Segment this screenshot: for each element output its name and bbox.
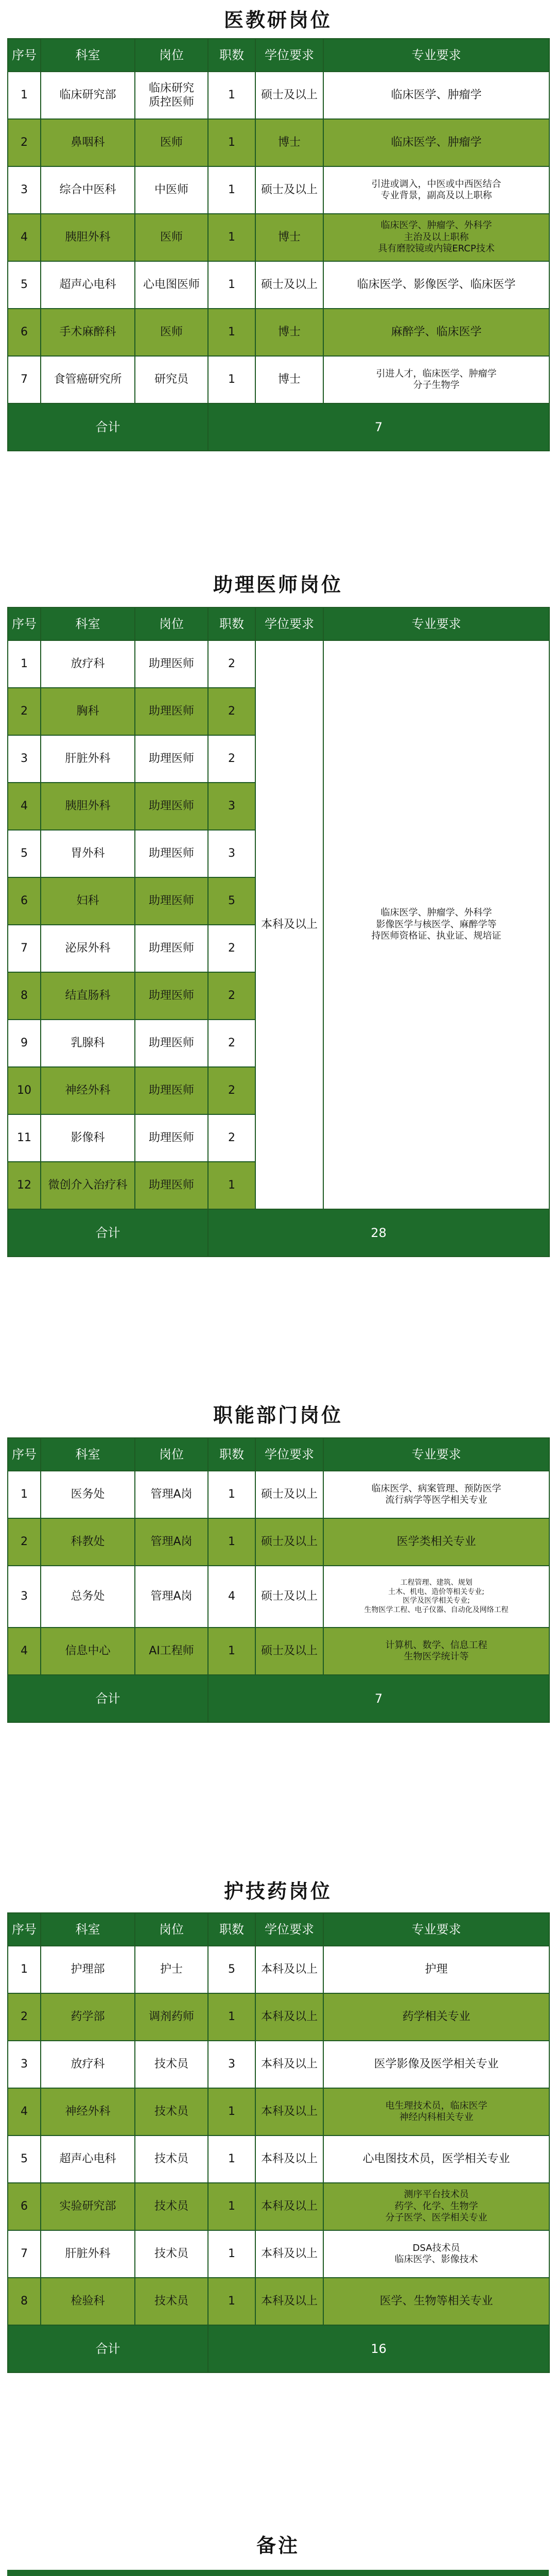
table-cell: 本科及以上 (255, 2041, 323, 2088)
table-cell: 助理医师 (135, 688, 208, 735)
table-cell: 手术麻醉科 (41, 309, 135, 356)
table-cell: 2 (208, 1067, 255, 1114)
column-header: 学位要求 (255, 39, 323, 72)
table-cell: 1 (208, 2230, 255, 2278)
table-cell: 神经外科 (41, 2088, 135, 2136)
column-header: 序号 (8, 1438, 41, 1471)
table-cell: 信息中心 (41, 1628, 135, 1675)
table-row (8, 2278, 549, 2325)
functional-table (7, 1437, 550, 1723)
table-cell: 7 (8, 2230, 41, 2278)
table-cell: 本科及以上 (255, 640, 323, 1209)
table-cell: 5 (208, 1946, 255, 1993)
table-cell: 总务处 (41, 1566, 135, 1628)
table-cell: 4 (8, 783, 41, 830)
table-cell: 1 (208, 2183, 255, 2230)
table-cell: 结直肠科 (41, 972, 135, 1020)
table-cell: 2 (208, 925, 255, 972)
table-cell: 9 (8, 1020, 41, 1067)
table-cell: 本科及以上 (255, 2183, 323, 2230)
table-cell: 乳腺科 (41, 1020, 135, 1067)
column-header: 专业要求 (323, 1913, 549, 1946)
table-cell: 胰胆外科 (41, 214, 135, 261)
table-cell: 护理 (323, 1946, 549, 1993)
column-header: 岗位 (135, 607, 208, 640)
table-cell: 护理部 (41, 1946, 135, 1993)
column-header: 专业要求 (323, 39, 549, 72)
table-cell: 心电图技术员，医学相关专业 (323, 2136, 549, 2183)
table-cell: 硕士及以上 (255, 166, 323, 214)
table-cell: 6 (8, 2183, 41, 2230)
table-row (8, 119, 549, 166)
total-value: 7 (208, 1675, 549, 1722)
column-header: 岗位 (135, 1913, 208, 1946)
table-cell: 2 (8, 119, 41, 166)
table-cell: 泌尿外科 (41, 925, 135, 972)
total-label: 合计 (8, 403, 208, 451)
table-cell: 本科及以上 (255, 2230, 323, 2278)
table-cell: 本科及以上 (255, 2278, 323, 2325)
table-row (8, 356, 549, 403)
table-cell: 胃外科 (41, 830, 135, 877)
research-table (7, 38, 550, 451)
table-cell: 2 (8, 1993, 41, 2041)
table-cell: 1 (208, 166, 255, 214)
total-label: 合计 (8, 1209, 208, 1257)
table-cell: 心电图医师 (135, 261, 208, 309)
total-row (8, 1209, 549, 1257)
table-cell: 医学、生物等相关专业 (323, 2278, 549, 2325)
table-cell: 引进或调入，中医或中西医结合 专业背景，副高及以上职称 (323, 166, 549, 214)
table-cell: 引进人才，临床医学、肿瘤学 分子生物学 (323, 356, 549, 403)
research-section-title: 医教研岗位 (223, 8, 332, 31)
research-header-row (8, 39, 549, 72)
table-cell: 药学部 (41, 1993, 135, 2041)
table-cell: 临床医学、肿瘤学 (323, 72, 549, 119)
table-cell: 综合中医科 (41, 166, 135, 214)
column-header: 职数 (208, 39, 255, 72)
table-cell: 硕士及以上 (255, 1566, 323, 1628)
total-value: 28 (208, 1209, 549, 1257)
table-cell: 技术员 (135, 2136, 208, 2183)
table-cell: 2 (208, 688, 255, 735)
table-cell: 科教处 (41, 1518, 135, 1566)
table-cell: 技术员 (135, 2088, 208, 2136)
table-cell: 1 (208, 261, 255, 309)
total-row (8, 2325, 549, 2372)
table-cell: 本科及以上 (255, 1946, 323, 1993)
table-cell: 2 (208, 640, 255, 688)
total-label: 合计 (8, 2325, 208, 2372)
table-row (8, 2088, 549, 2136)
table-row (8, 2041, 549, 2088)
table-cell: 2 (208, 972, 255, 1020)
table-cell: 3 (208, 783, 255, 830)
table-cell: 医学类相关专业 (323, 1518, 549, 1566)
table-cell: 1 (208, 1628, 255, 1675)
table-cell: 2 (208, 735, 255, 783)
total-label: 合计 (8, 1675, 208, 1722)
table-cell: 肝脏外科 (41, 2230, 135, 2278)
total-row (8, 1675, 549, 1722)
column-header: 科室 (41, 607, 135, 640)
table-cell: 1 (208, 1162, 255, 1209)
functional-header-row (8, 1438, 549, 1471)
column-header: 岗位 (135, 1438, 208, 1471)
nursing-table (7, 1912, 550, 2373)
column-header: 科室 (41, 1913, 135, 1946)
table-cell: 技术员 (135, 2230, 208, 2278)
column-header: 岗位 (135, 39, 208, 72)
table-cell: 临床医学、肿瘤学、外科学 影像医学与核医学、麻醉学等 持医师资格证、执业证、规培证 (323, 640, 549, 1209)
column-header: 职数 (208, 1913, 255, 1946)
table-row (8, 1628, 549, 1675)
table-cell: 2 (208, 1114, 255, 1162)
column-header: 职数 (208, 607, 255, 640)
table-cell: 3 (8, 2041, 41, 2088)
table-cell: 管理A岗 (135, 1518, 208, 1566)
table-cell: 1 (208, 1471, 255, 1518)
column-header: 学位要求 (255, 1913, 323, 1946)
table-cell: 医师 (135, 214, 208, 261)
table-cell: 助理医师 (135, 925, 208, 972)
table-cell: 本科及以上 (255, 2136, 323, 2183)
table-row (8, 72, 549, 119)
table-cell: 本科及以上 (255, 2088, 323, 2136)
table-cell: 1 (208, 214, 255, 261)
table-cell: 1 (208, 2136, 255, 2183)
table-cell: 调剂药师 (135, 1993, 208, 2041)
table-row (8, 1946, 549, 1993)
table-cell: 博士 (255, 214, 323, 261)
table-cell: 4 (8, 1628, 41, 1675)
table-cell: 1 (208, 1518, 255, 1566)
table-cell: 医师 (135, 309, 208, 356)
table-cell: 微创介入治疗科 (41, 1162, 135, 1209)
column-header: 科室 (41, 1438, 135, 1471)
table-cell: 本科及以上 (255, 1993, 323, 2041)
table-cell: 医学影像及医学相关专业 (323, 2041, 549, 2088)
table-cell: 检验科 (41, 2278, 135, 2325)
table-row (8, 2230, 549, 2278)
column-header: 序号 (8, 39, 41, 72)
table-row (8, 309, 549, 356)
table-cell: 1 (208, 2278, 255, 2325)
table-cell: 4 (8, 214, 41, 261)
table-cell: DSA技术员 临床医学、影像技术 (323, 2230, 549, 2278)
table-cell: 管理A岗 (135, 1566, 208, 1628)
total-row (8, 403, 549, 451)
table-cell: 1 (208, 2088, 255, 2136)
table-cell: 中医师 (135, 166, 208, 214)
table-cell: 工程管理、建筑、规划 土木、机电、造价等相关专业; 医学及医学相关专业; 生物医学工程、电子仪器、自动化及网络工程 (323, 1566, 549, 1628)
table-cell: 测序平台技术员 药学、化学、生物学 分子医学、医学相关专业 (323, 2183, 549, 2230)
table-cell: 3 (8, 166, 41, 214)
table-cell: 1 (8, 1471, 41, 1518)
table-cell: 超声心电科 (41, 261, 135, 309)
table-cell: 助理医师 (135, 830, 208, 877)
column-header: 序号 (8, 607, 41, 640)
table-cell: 助理医师 (135, 640, 208, 688)
column-header: 职数 (208, 1438, 255, 1471)
table-cell: 8 (8, 2278, 41, 2325)
table-cell: 助理医师 (135, 877, 208, 925)
table-cell: 助理医师 (135, 1067, 208, 1114)
table-row (8, 1566, 549, 1628)
table-cell: 硕士及以上 (255, 1518, 323, 1566)
table-cell: 影像科 (41, 1114, 135, 1162)
table-cell: 6 (8, 877, 41, 925)
table-cell: 放疗科 (41, 640, 135, 688)
functional-section-title: 职能部门岗位 (213, 1403, 343, 1427)
nursing-section-title: 护技药岗位 (223, 1879, 332, 1903)
table-cell: 临床研究 质控医师 (135, 72, 208, 119)
table-cell: 助理医师 (135, 972, 208, 1020)
assistant-section-title: 助理医师岗位 (213, 573, 343, 596)
table-cell: 2 (8, 688, 41, 735)
table-cell: 3 (8, 1566, 41, 1628)
table-cell: 技术员 (135, 2041, 208, 2088)
table-cell: 硕士及以上 (255, 1471, 323, 1518)
table-cell: 2 (208, 1020, 255, 1067)
table-cell: 药学相关专业 (323, 1993, 549, 2041)
table-cell: 临床医学、病案管理、预防医学 流行病学等医学相关专业 (323, 1471, 549, 1518)
table-cell: 博士 (255, 119, 323, 166)
table-cell: 计算机、数学、信息工程 生物医学统计等 (323, 1628, 549, 1675)
total-value: 7 (208, 403, 549, 451)
notes-title: 备注 (256, 2534, 300, 2557)
total-value: 16 (208, 2325, 549, 2372)
table-cell: 胸科 (41, 688, 135, 735)
table-row (8, 2183, 549, 2230)
table-cell: 助理医师 (135, 735, 208, 783)
table-cell: 6 (8, 309, 41, 356)
column-header: 科室 (41, 39, 135, 72)
assistant-header-row (8, 607, 549, 640)
table-cell: 硕士及以上 (255, 72, 323, 119)
table-cell: 7 (8, 356, 41, 403)
table-row (8, 640, 549, 688)
table-cell: 护士 (135, 1946, 208, 1993)
table-cell: AI工程师 (135, 1628, 208, 1675)
table-cell: 4 (8, 2088, 41, 2136)
table-cell: 1 (8, 72, 41, 119)
table-cell: 管理A岗 (135, 1471, 208, 1518)
table-cell: 临床医学、肿瘤学、外科学 主治及以上职称 具有磨胶镜或内镜ERCP技术 (323, 214, 549, 261)
table-cell: 硕士及以上 (255, 1628, 323, 1675)
table-cell: 11 (8, 1114, 41, 1162)
table-cell: 8 (8, 972, 41, 1020)
table-cell: 临床医学、肿瘤学 (323, 119, 549, 166)
table-cell: 助理医师 (135, 1162, 208, 1209)
table-cell: 助理医师 (135, 783, 208, 830)
table-cell: 4 (208, 1566, 255, 1628)
table-cell: 医务处 (41, 1471, 135, 1518)
column-header: 学位要求 (255, 607, 323, 640)
table-row (8, 1471, 549, 1518)
table-cell: 1 (208, 356, 255, 403)
table-row (8, 166, 549, 214)
table-cell: 3 (8, 735, 41, 783)
assistant-table (7, 607, 550, 1257)
table-cell: 1 (8, 1946, 41, 1993)
table-cell: 神经外科 (41, 1067, 135, 1114)
table-cell: 3 (208, 830, 255, 877)
column-header: 学位要求 (255, 1438, 323, 1471)
column-header: 专业要求 (323, 1438, 549, 1471)
table-cell: 2 (8, 1518, 41, 1566)
table-row (8, 2136, 549, 2183)
table-cell: 助理医师 (135, 1114, 208, 1162)
table-cell: 麻醉学、临床医学 (323, 309, 549, 356)
table-cell: 妇科 (41, 877, 135, 925)
table-cell: 技术员 (135, 2183, 208, 2230)
table-cell: 研究员 (135, 356, 208, 403)
table-cell: 1 (208, 309, 255, 356)
table-cell: 临床研究部 (41, 72, 135, 119)
table-cell: 1 (8, 640, 41, 688)
table-cell: 放疗科 (41, 2041, 135, 2088)
table-row (8, 1993, 549, 2041)
table-cell: 5 (8, 830, 41, 877)
table-cell: 5 (8, 261, 41, 309)
table-cell: 硕士及以上 (255, 261, 323, 309)
column-header: 专业要求 (323, 607, 549, 640)
table-cell: 技术员 (135, 2278, 208, 2325)
table-cell: 临床医学、影像医学、临床医学 (323, 261, 549, 309)
table-cell: 博士 (255, 309, 323, 356)
table-cell: 1 (208, 119, 255, 166)
table-cell: 助理医师 (135, 1020, 208, 1067)
table-cell: 5 (8, 2136, 41, 2183)
table-cell: 7 (8, 925, 41, 972)
notes-box (7, 2570, 549, 2576)
nursing-header-row (8, 1913, 549, 1946)
table-cell: 胰胆外科 (41, 783, 135, 830)
table-cell: 12 (8, 1162, 41, 1209)
table-cell: 实验研究部 (41, 2183, 135, 2230)
table-row (8, 1518, 549, 1566)
table-cell: 肝脏外科 (41, 735, 135, 783)
table-row (8, 261, 549, 309)
table-cell: 鼻咽科 (41, 119, 135, 166)
column-header: 序号 (8, 1913, 41, 1946)
table-cell: 1 (208, 1993, 255, 2041)
table-cell: 10 (8, 1067, 41, 1114)
table-cell: 电生理技术员，临床医学 神经内科相关专业 (323, 2088, 549, 2136)
table-cell: 5 (208, 877, 255, 925)
table-cell: 3 (208, 2041, 255, 2088)
table-cell: 1 (208, 72, 255, 119)
table-row (8, 214, 549, 261)
table-cell: 超声心电科 (41, 2136, 135, 2183)
table-cell: 医师 (135, 119, 208, 166)
table-cell: 食管癌研究所 (41, 356, 135, 403)
table-cell: 博士 (255, 356, 323, 403)
